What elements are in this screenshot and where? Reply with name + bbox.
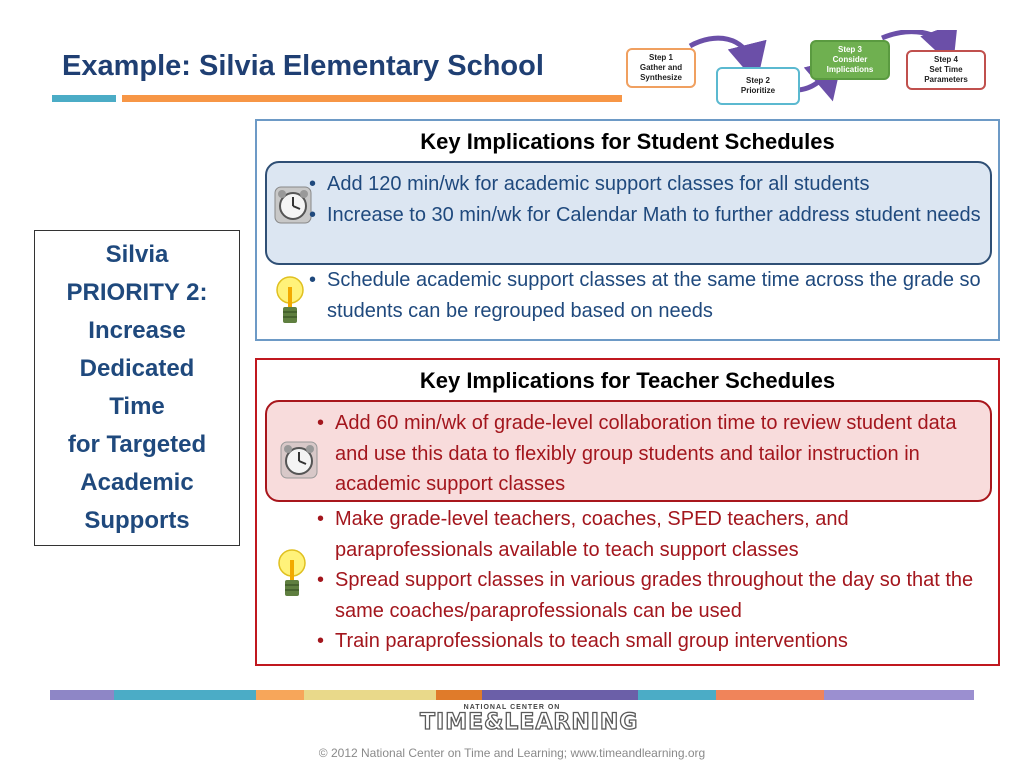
student-list	[307, 265, 997, 326]
step-2-number: Step 2	[745, 76, 770, 85]
priority-line-3: Increase	[88, 317, 186, 344]
footer-bar-segment	[304, 690, 436, 700]
step-1-label-line-1: Gather and	[639, 63, 683, 72]
teacher-list	[315, 504, 985, 657]
footer-bar-segment	[436, 690, 482, 700]
teacher-panel-heading: Key Implications for Teacher Schedules	[419, 368, 836, 393]
footer-bar-segment	[716, 690, 824, 700]
priority-line-2: PRIORITY 2:	[66, 279, 208, 306]
student-highlighted-list	[307, 169, 997, 230]
list-item: • Schedule academic support classes at the same time across the grade so students can be regrouped based on needs	[307, 265, 997, 326]
footer-color-bar	[50, 690, 974, 700]
alarm-clock-icon	[279, 440, 319, 480]
footer-bar-segment	[482, 690, 638, 700]
priority-box	[34, 230, 240, 546]
priority-line-8: Supports	[84, 507, 190, 534]
lightbulb-icon	[277, 546, 307, 604]
ncTL-logo	[420, 704, 639, 744]
student-panel-heading: Key Implications for Student Schedules	[420, 129, 835, 154]
priority-line-5: Time	[109, 393, 165, 420]
list-item: • Add 60 min/wk of grade-level collaboration time to review student data and use this data to flexibly group students and tailor instruction in academic support classes	[315, 408, 985, 500]
footer-bar-segment	[50, 690, 114, 700]
step-3-number: Step 3	[837, 45, 862, 54]
list-item: • Spread support classes in various grades throughout the day so that the same coaches/paraprofessionals can be used	[315, 565, 985, 626]
step-2-label-line-1: Prioritize	[740, 86, 776, 95]
step-3-label-line-1: Consider	[832, 55, 868, 64]
page-title: Example: Silvia Elementary School	[62, 50, 544, 82]
list-item: • Add 120 min/wk for academic support classes for all students	[307, 169, 997, 200]
teacher-highlighted-list	[315, 408, 985, 500]
step-4-label-line-1: Set Time	[929, 65, 963, 74]
teacher-schedules-panel	[255, 358, 1000, 666]
lightbulb-icon	[275, 273, 305, 331]
list-item: • Make grade-level teachers, coaches, SPED teachers, and paraprofessionals available to teach support classes	[315, 504, 985, 565]
step-3-box	[810, 40, 890, 80]
step-4-box	[906, 50, 986, 90]
step-1-label-line-2: Synthesize	[640, 73, 682, 82]
copyright-text: © 2012 National Center on Time and Learning; www.timeandlearning.org	[318, 746, 706, 760]
title-underline-accent	[52, 95, 116, 102]
step-2-box	[716, 67, 800, 105]
step-3-label-line-2: Implications	[826, 65, 874, 74]
title-underline	[122, 95, 622, 102]
priority-line-1: Silvia	[105, 241, 169, 268]
list-item: • Train paraprofessionals to teach small group interventions	[315, 626, 985, 657]
footer-bar-segment	[256, 690, 304, 700]
step-1-number: Step 1	[648, 53, 673, 62]
priority-text	[67, 236, 208, 540]
logo-main-text: TIME&LEARNING	[420, 710, 639, 735]
priority-line-4: Dedicated	[79, 355, 195, 382]
priority-line-7: Academic	[80, 469, 194, 496]
list-item: • Increase to 30 min/wk for Calendar Math to further address student needs	[307, 200, 997, 231]
logo-top-text: NATIONAL CENTER ON	[463, 704, 561, 711]
priority-line-6: for Targeted	[67, 431, 207, 458]
step-process-diagram	[620, 30, 1000, 110]
footer-bar-segment	[638, 690, 716, 700]
student-schedules-panel	[255, 119, 1000, 341]
step-4-number: Step 4	[933, 55, 958, 64]
step-1-box	[626, 48, 696, 88]
step-4-label-line-2: Parameters	[924, 75, 968, 84]
footer-bar-segment	[824, 690, 974, 700]
footer-bar-segment	[114, 690, 256, 700]
